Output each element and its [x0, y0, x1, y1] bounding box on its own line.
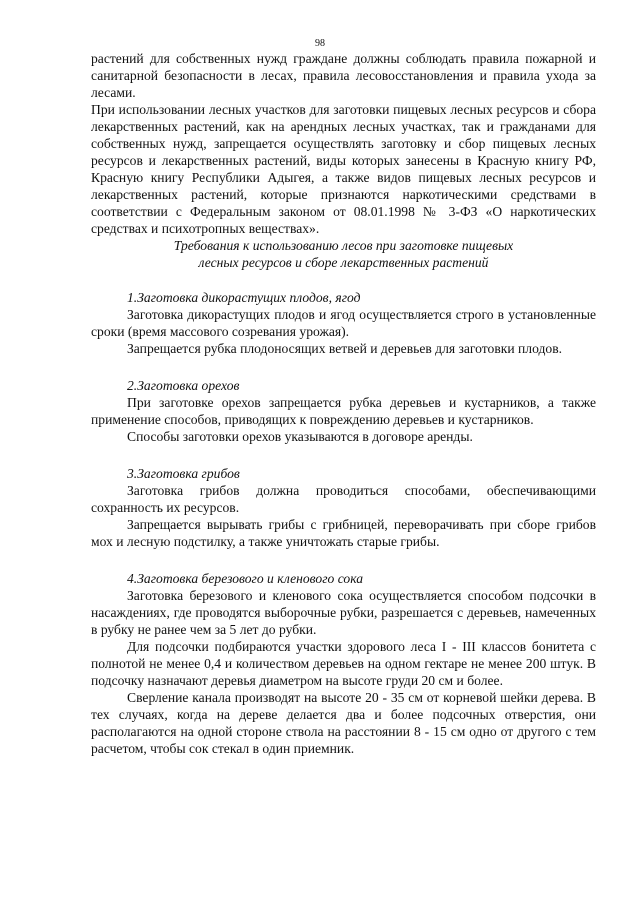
subsection-title-nuts: 2.Заготовка орехов — [127, 378, 240, 393]
fruits-paragraph-1: Заготовка дикорастущих плодов и ягод осуществляется строго в установленные сроки (время массового созревания урожая). — [91, 307, 596, 339]
document-body — [91, 50, 596, 757]
nuts-paragraph-1: При заготовке орехов запрещается рубка деревьев и кустарников, а также применение способов, приводящих к повреждению деревьев и кустарников. — [91, 395, 596, 427]
subsection-title-mushrooms: 3.Заготовка грибов — [127, 466, 240, 481]
section-heading-line-1: Требования к использованию лесов при заготовке пищевых — [173, 238, 514, 253]
sap-paragraph-3: Сверление канала производят на высоте 20 - 35 см от корневой шейки дерева. В тех случаях, когда на дереве делается два и более подсочных отверстия, они располагаются на одной стороне ствола на расстоянии 8 - 15 см одно от другого с тем расчетом, чтобы сок стекал в один приемник. — [91, 690, 596, 756]
section-heading-line-2: лесных ресурсов и сборе лекарственных растений — [198, 255, 489, 270]
intro-paragraph-2: При использовании лесных участков для заготовки пищевых лесных ресурсов и сбора лекарственных растений, как на арендных лесных участках, так и гражданами для собственных нужд, запрещается осуществлять заготовку и сбор пищевых лесных ресурсов и лекарственных растений, виды которых занесены в Красную книгу РФ, Красную книгу Республики Адыгея, а также видов пищевых лесных ресурсов и лекарственных растений, которые признаются наркотическими средствами в соответствии с Федеральным законом от 08.01.1998 № 3-ФЗ «О наркотических средствах и психотропных веществах». — [91, 102, 596, 236]
subsection-title-fruits: 1.Заготовка дикорастущих плодов, ягод — [127, 290, 361, 305]
fruits-paragraph-2: Запрещается рубка плодоносящих ветвей и деревьев для заготовки плодов. — [127, 341, 563, 356]
sap-paragraph-2: Для подсочки подбираются участки здорового леса I - III классов бонитета с полнотой не менее 0,4 и количеством деревьев на одном гектаре не менее 200 штук. В подсочку назначают деревья диаметром на высоте груди 20 см и более. — [91, 639, 596, 688]
nuts-paragraph-2: Способы заготовки орехов указываются в договоре аренды. — [127, 429, 473, 444]
page-number: 98 — [315, 38, 325, 49]
sap-paragraph-1: Заготовка березового и кленового сока осуществляется способом подсочки в насаждениях, где проводятся выборочные рубки, разрешается с деревьев, намеченных в рубку не ранее чем за 5 лет до рубки. — [91, 588, 596, 637]
intro-paragraph-1: растений для собственных нужд граждане должны соблюдать правила пожарной и санитарной безопасности в лесах, правила лесовосстановления и правила ухода за лесами. — [91, 51, 596, 100]
mushrooms-paragraph-2: Запрещается вырывать грибы с грибницей, переворачивать при сборе грибов мох и лесную подстилку, а также уничтожать старые грибы. — [91, 517, 596, 549]
mushrooms-paragraph-1: Заготовка грибов должна проводиться способами, обеспечивающими сохранность их ресурсов. — [91, 483, 596, 515]
subsection-title-sap: 4.Заготовка березового и кленового сока — [127, 571, 364, 586]
